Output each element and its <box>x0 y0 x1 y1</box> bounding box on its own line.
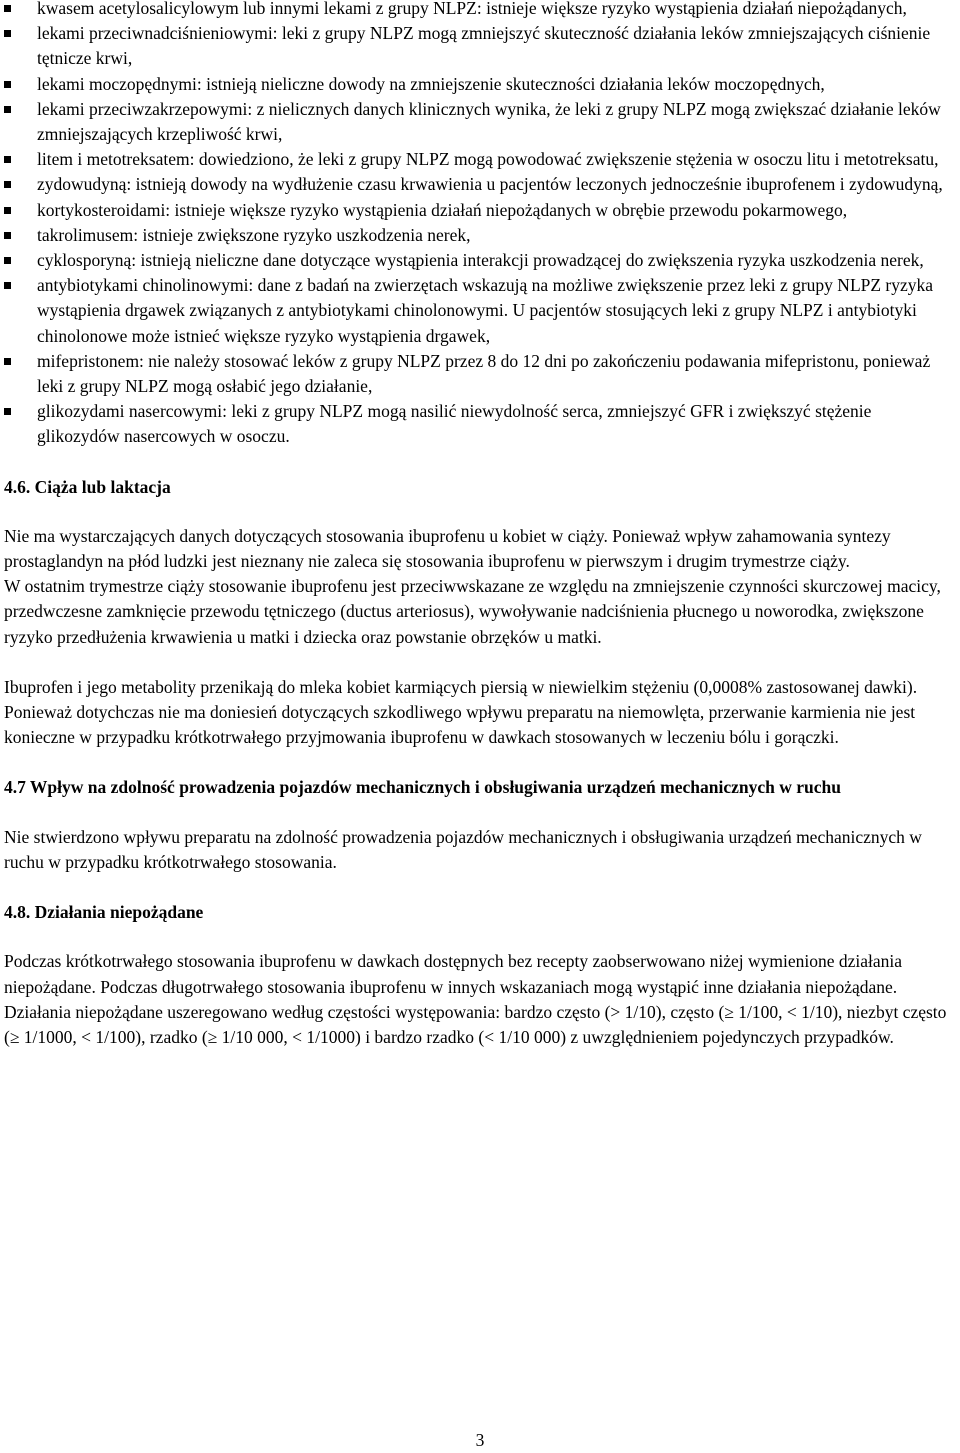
paragraph: Nie stwierdzono wpływu preparatu na zdolność prowadzenia pojazdów mechanicznych i obsługiwania urządzeń mechanicznych w ruchu w przypadku krótkotrwałego stosowania. <box>4 826 922 872</box>
list-item-text: glikozydami nasercowymi: leki z grupy NLPZ mogą nasilić niewydolność serca, zmniejszyć GFR i zwiększyć stężenie glikozydów nasercowych w osoczu. <box>37 401 872 447</box>
list-item <box>4 21 958 71</box>
paragraph: Podczas krótkotrwałego stosowania ibuprofenu w dawkach dostępnych bez recepty zaobserwowano niżej wymienione działania niepożądane. Podczas długotrwałego stosowania ibuprofenu w innych wskazaniach mogą wystąpić inne działania niepożądane. <box>4 951 903 997</box>
spacer <box>4 875 958 900</box>
list-item-text: litem i metotreksatem: dowiedziono, że leki z grupy NLPZ mogą powodować zwiększenie stężenia w osoczu litu i metotreksatu, <box>37 149 939 170</box>
list-item <box>4 97 958 147</box>
spacer <box>4 650 958 675</box>
list-item-text: takrolimusem: istnieje zwiększone ryzyko uszkodzenia nerek, <box>37 224 471 245</box>
page-content <box>4 0 958 1050</box>
square-bullet-icon <box>4 156 11 163</box>
square-bullet-icon <box>4 408 11 415</box>
list-item <box>4 72 958 97</box>
list-item <box>4 248 958 273</box>
square-bullet-icon <box>4 207 11 214</box>
square-bullet-icon <box>4 106 11 113</box>
square-bullet-icon <box>4 5 11 12</box>
list-item-text: antybiotykami chinolinowymi: dane z badań na zwierzętach wskazują na możliwe zwiększenie przez leki z grupy NLPZ ryzyka wystąpienia drgawek związanych z antybiotykami chinolonowymi. U pacjentów stosujących leki z grupy NLPZ i antybiotyki chinolonowe może istnieć większe ryzyko wystąpienia drgawek, <box>37 275 934 346</box>
paragraph: Działania niepożądane uszeregowano według częstości występowania: bardzo często (> 1/10), często (≥ 1/100, < 1/10), niezbyt często (≥ 1/1000, < 1/100), rzadko (≥ 1/10 000, < 1/1000) i bardzo rzadko (< 1/10 000) z uwzględnieniem pojedynczych przypadków. <box>4 1001 947 1047</box>
list-item-text: kwasem acetylosalicylowym lub innymi lekami z grupy NLPZ: istnieje większe ryzyko wystąpienia działań niepożądanych, <box>37 0 907 18</box>
square-bullet-icon <box>4 81 11 88</box>
list-item-text: mifepristonem: nie należy stosować leków z grupy NLPZ przez 8 do 12 dni po zakończeniu podawania mifepristonu, ponieważ leki z grupy NLPZ mogą osłabić jego działanie, <box>37 350 931 397</box>
list-item <box>4 147 958 172</box>
page-number: 3 <box>475 1430 485 1450</box>
spacer <box>4 750 958 775</box>
section-heading-4-7: 4.7 Wpływ na zdolność prowadzenia pojazdów mechanicznych i obsługiwania urządzeń mechanicznych w ruchu <box>4 777 841 798</box>
list-item-text: cyklosporyną: istnieją nieliczne dane dotyczące wystąpienia interakcji prowadzącej do zwiększenia ryzyka uszkodzenia nerek, <box>37 250 924 271</box>
square-bullet-icon <box>4 181 11 188</box>
spacer <box>4 925 958 949</box>
list-item-text: lekami moczopędnymi: istnieją nieliczne dowody na zmniejszenie skuteczności działania leków moczopędnych, <box>37 73 825 94</box>
list-item-text: zydowudyną: istnieją dowody na wydłużenie czasu krwawienia u pacjentów leczonych jednocześnie ibuprofenem i zydowudyną, <box>37 174 943 195</box>
list-item-text: lekami przeciwzakrzepowymi: z nielicznych danych klinicznych wynika, że leki z grupy NLPZ mogą zwiększać działanie leków zmniejszających krzepliwość krwi, <box>37 98 941 145</box>
list-item <box>4 223 958 248</box>
interactions-list <box>4 0 958 450</box>
square-bullet-icon <box>4 257 11 264</box>
list-item <box>4 0 958 21</box>
square-bullet-icon <box>4 358 11 365</box>
section-heading-4-6: 4.6. Ciąża lub laktacja <box>4 476 171 497</box>
list-item <box>4 273 958 349</box>
spacer <box>4 500 958 524</box>
list-item <box>4 399 958 449</box>
list-item <box>4 349 958 399</box>
list-item <box>4 172 958 197</box>
paragraph: Ibuprofen i jego metabolity przenikają do mleka kobiet karmiących piersią w niewielkim stężeniu (0,0008% zastosowanej dawki). Ponieważ dotychczas nie ma doniesień dotyczących szkodliwego wpływu preparatu na niemowlęta, przerwanie karmienia nie jest konieczne w przypadku krótkotrwałego przyjmowania ibuprofenu w dawkach stosowanych w leczeniu bólu i gorączki. <box>4 676 918 748</box>
spacer <box>4 450 958 475</box>
list-item-text: kortykosteroidami: istnieje większe ryzyko wystąpienia działań niepożądanych w obrębie przewodu pokarmowego, <box>37 199 848 220</box>
square-bullet-icon <box>4 232 11 239</box>
paragraph: W ostatnim trymestrze ciąży stosowanie ibuprofenu jest przeciwwskazane ze względu na zmniejszenie czynności skurczowej macicy, przedwczesne zamknięcie przewodu tętniczego (ductus arteriosus), wywoływanie nadciśnienia płucnego u noworodka, zwiększone ryzyko przedłużenia krwawienia u matki i dziecka oraz powstanie obrzęków u matki. <box>4 576 941 647</box>
list-item-text: lekami przeciwnadciśnieniowymi: leki z grupy NLPZ mogą zmniejszyć skuteczność działania leków zmniejszających ciśnienie tętnicze krwi, <box>37 23 931 69</box>
square-bullet-icon <box>4 30 11 37</box>
square-bullet-icon <box>4 282 11 289</box>
spacer <box>4 801 958 825</box>
paragraph: Nie ma wystarczających danych dotyczących stosowania ibuprofenu u kobiet w ciąży. Ponieważ wpływ zahamowania syntezy prostaglandyn na płód ludzki jest nieznany nie zaleca się stosowania ibuprofenu w pierwszym i drugim trymestrze ciąży. <box>4 525 891 572</box>
section-heading-4-8: 4.8. Działania niepożądane <box>4 902 204 923</box>
list-item <box>4 198 958 223</box>
